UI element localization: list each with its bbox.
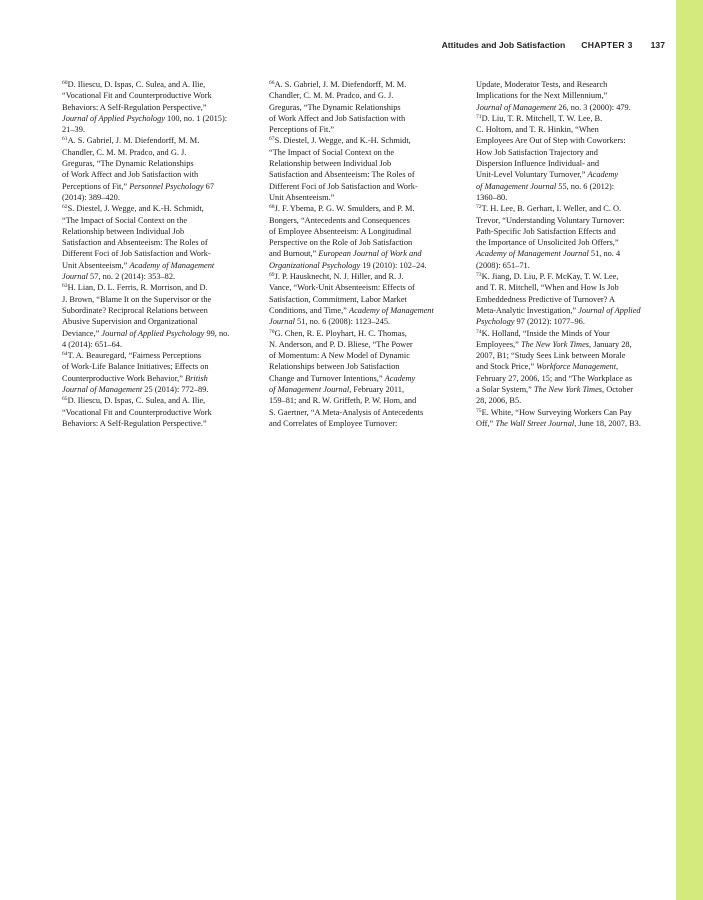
reference-note [62,79,254,135]
reference-line: Psychology 97 (2012): 1077–96. [476,317,585,327]
reference-line: February 27, 2006, 15; and “The Workplace as [476,373,633,383]
reference-line: Greguras, “The Dynamic Relationships [62,159,194,169]
reference-note [476,79,668,113]
chapter-color-band [676,0,703,900]
note-number: 74 [476,328,482,335]
reference-line: Greguras, “The Dynamic Relationships [269,102,401,112]
reference-line: $^{66}$A. S. Gabriel, J. M. Diefendorff, M. M. [269,80,407,89]
reference-note [269,328,461,430]
reference-line: $^{65}$D. Iliescu, D. Ispas, C. Sulea, and A. Ilie, [62,396,206,406]
reference-note [476,271,668,327]
note-number: 70 [269,328,275,335]
reference-line: Change and Turnover Intentions,” Academy [269,373,416,383]
reference-column-1 [62,79,254,429]
reference-line: of Work Affect and Job Satisfaction with [269,113,406,123]
reference-line: Bongers, “Antecedents and Consequences [269,215,410,225]
reference-line: 21–39. [62,125,85,135]
reference-note [476,328,668,407]
note-number: 64 [62,351,68,358]
reference-line: Different Foci of Job Satisfaction and Work- [269,181,418,191]
reference-line: 4 (2014): 651–64. [62,339,123,349]
reference-line: Vance, “Work-Unit Absenteeism: Effects of [269,283,415,293]
reference-line: Behaviors: A Self-Regulation Perspective.” [62,418,207,428]
reference-line: $^{72}$T. H. Lee, B. Gerhart, I. Weller, and C. O. [476,204,622,214]
reference-line: of Management Journal 55, no. 6 (2012): [476,181,615,191]
reference-line: Satisfaction, Commitment, Labor Market [269,294,407,304]
reference-line: $^{68}$J. F. Ybema, P. G. W. Smulders, and P. M. [269,204,415,214]
reference-line: Journal of Management 26, no. 3 (2000): 479. [476,102,631,112]
reference-line: Organizational Psychology 19 (2010): 102–24. [269,260,427,270]
reference-line: How Job Satisfaction Trajectory and [476,147,598,157]
reference-line: Unit Absenteeism,” Academy of Management [62,260,215,270]
reference-line: Dispersion Influence Individual- and [476,159,600,169]
reference-line: Relationship between Individual Job [269,159,392,169]
reference-line: Embeddedness Predictive of Turnover? A [476,294,616,304]
reference-line: Perceptions of Fit.” [269,125,335,135]
reference-line: of Management Journal, February 2011, [269,385,405,395]
reference-note [269,203,461,271]
reference-line: Off,” The Wall Street Journal, June 18, 2007, B3. [476,418,641,428]
reference-line: $^{63}$H. Lian, D. L. Ferris, R. Morrison, and D. [62,283,208,293]
note-number: 73 [476,272,482,279]
reference-line: Update, Moderator Tests, and Research [476,80,608,89]
note-number: 63 [62,283,68,290]
chapter-label: CHAPTER 3 [581,40,633,50]
reference-line: Abusive Supervision and Organizational [62,317,198,327]
reference-note [269,135,461,203]
reference-line: Counterproductive Work Behavior,” British [62,373,208,383]
reference-line: Subordinate? Reciprocal Relations between [62,305,208,315]
reference-line: of Work-Life Balance Initiatives; Effects on [62,362,209,372]
reference-line: “Vocational Fit and Counterproductive Work [62,407,212,417]
reference-note [269,79,461,135]
reference-note [62,282,254,350]
reference-line: Chandler, C. M. M. Pradco, and G. J. [62,147,187,157]
reference-line: Relationship between Individual Job [62,226,185,236]
reference-line: N. Anderson, and P. D. Bliese, “The Power [269,339,413,349]
reference-line: Perceptions of Fit,” Personnel Psychology 67 [62,181,215,191]
reference-line: Employees,” The New York Times, January 28, [476,339,632,349]
reference-column-2 [269,79,461,429]
reference-line: (2014): 389–420. [62,192,120,202]
reference-line: of Momentum: A New Model of Dynamic [269,351,410,361]
reference-note [62,135,254,203]
reference-note [476,203,668,271]
reference-line: the Importance of Unsolicited Job Offers,” [476,238,619,248]
reference-line: a Solar System,” The New York Times, October [476,385,634,395]
note-number: 65 [62,396,68,403]
reference-line: Behaviors: A Self-Regulation Perspective,” [62,102,207,112]
running-header [380,40,665,50]
reference-line: Conditions, and Time,” Academy of Management [269,305,434,315]
reference-line: “The Impact of Social Context on the [62,215,188,225]
note-number: 69 [269,272,275,279]
note-number: 61 [62,136,68,143]
reference-line: 2007, B1; “Study Sees Link between Morale [476,351,626,361]
note-number: 72 [476,204,482,211]
reference-line: 28, 2006, B5. [476,396,522,406]
note-number: 68 [269,204,275,211]
note-number: 67 [269,136,275,143]
reference-line: “The Impact of Social Context on the [269,147,395,157]
reference-line: Relationships between Job Satisfaction [269,362,400,372]
reference-line: $^{69}$J. P. Hausknecht, N. J. Hiller, and R. J. [269,272,404,282]
reference-line: Journal 51, no. 6 (2008): 1123–245. [269,317,391,327]
reference-line: of Employee Absenteeism: A Longitudinal [269,226,412,236]
note-number: 75 [476,407,482,414]
reference-line: Chandler, C. M. M. Pradco, and G. J. [269,91,394,101]
note-number: 66 [269,80,275,86]
reference-note [62,395,254,429]
reference-line: and Stock Price,” Workforce Management, [476,362,619,372]
reference-line: Journal of Management 25 (2014): 772–89. [62,385,209,395]
reference-line: Journal 57, no. 2 (2014): 353–82. [62,272,176,282]
reference-line: Satisfaction and Absenteeism: The Roles of [269,170,415,180]
reference-line: Implications for the Next Millennium,” [476,91,608,101]
note-number: 62 [62,204,68,211]
reference-note [62,203,254,282]
reference-line: Journal of Applied Psychology 100, no. 1 (2015): [62,113,228,123]
reference-line: Satisfaction and Absenteeism: The Roles of [62,238,208,248]
reference-line: Academy of Management Journal 51, no. 4 [476,249,621,259]
reference-line: $^{60}$D. Iliescu, D. Ispas, C. Sulea, and A. Ilie, [62,80,206,89]
reference-line: Meta-Analytic Investigation,” Journal of Applied [476,305,641,315]
reference-note [476,407,668,430]
reference-line: J. Brown, “Blame It on the Supervisor or the [62,294,212,304]
reference-line: $^{73}$K. Jiang, D. Liu, P. F. McKay, T. W. Lee, [476,272,619,282]
reference-line: $^{70}$G. Chen, R. E. Ployhart, H. C. Thomas, [269,328,407,338]
reference-line: C. Holtom, and T. R. Hinkin, “When [476,125,599,135]
reference-line: $^{67}$S. Diestel, J. Wegge, and K.-H. Schmidt, [269,136,411,146]
reference-note [62,350,254,395]
reference-note [269,271,461,327]
reference-note [476,113,668,203]
reference-line: and Correlates of Employee Turnover: [269,418,398,428]
reference-line: and T. R. Mitchell, “When and How Is Job [476,283,619,293]
note-number: 60 [62,80,68,86]
reference-line: $^{71}$D. Liu, T. R. Mitchell, T. W. Lee, B. [476,113,603,123]
reference-line: “Vocational Fit and Counterproductive Work [62,91,212,101]
note-number: 71 [476,113,482,120]
reference-line: Different Foci of Job Satisfaction and Work- [62,249,211,259]
reference-line: 1360–80. [476,192,508,202]
reference-line: 159–81; and R. W. Griffeth, P. W. Hom, and [269,396,417,406]
reference-line: (2008): 651–71. [476,260,530,270]
reference-line: Deviance,” Journal of Applied Psychology 99, no. [62,328,230,338]
reference-line: Path-Specific Job Satisfaction Effects and [476,226,616,236]
reference-line: Trevor, “Understanding Voluntary Turnover: [476,215,625,225]
section-title: Attitudes and Job Satisfaction [441,40,566,50]
reference-line: Employees Are Out of Step with Coworkers: [476,136,626,146]
reference-line: $^{75}$E. White, “How Surveying Workers Can Pay [476,407,632,417]
reference-line: $^{74}$K. Holland, “Inside the Minds of Your [476,328,610,338]
reference-line: $^{61}$A. S. Gabriel, J. M. Diefendorff, M. M. [62,136,200,146]
reference-column-3 [476,79,668,429]
reference-line: Unit-Level Voluntary Turnover,” Academy [476,170,619,180]
reference-line: $^{62}$S. Diestel, J. Wegge, and K.-H. Schmidt, [62,204,204,214]
page-number: 137 [650,40,665,50]
reference-line: Perspective on the Role of Job Satisfaction [269,238,413,248]
reference-line: Unit Absenteeism.” [269,192,335,202]
reference-line: S. Gaertner, “A Meta-Analysis of Antecedents [269,407,424,417]
reference-line: and Burnout,” European Journal of Work and [269,249,422,259]
reference-line: of Work Affect and Job Satisfaction with [62,170,199,180]
reference-line: $^{64}$T. A. Beauregard, “Fairness Perceptions [62,351,202,361]
